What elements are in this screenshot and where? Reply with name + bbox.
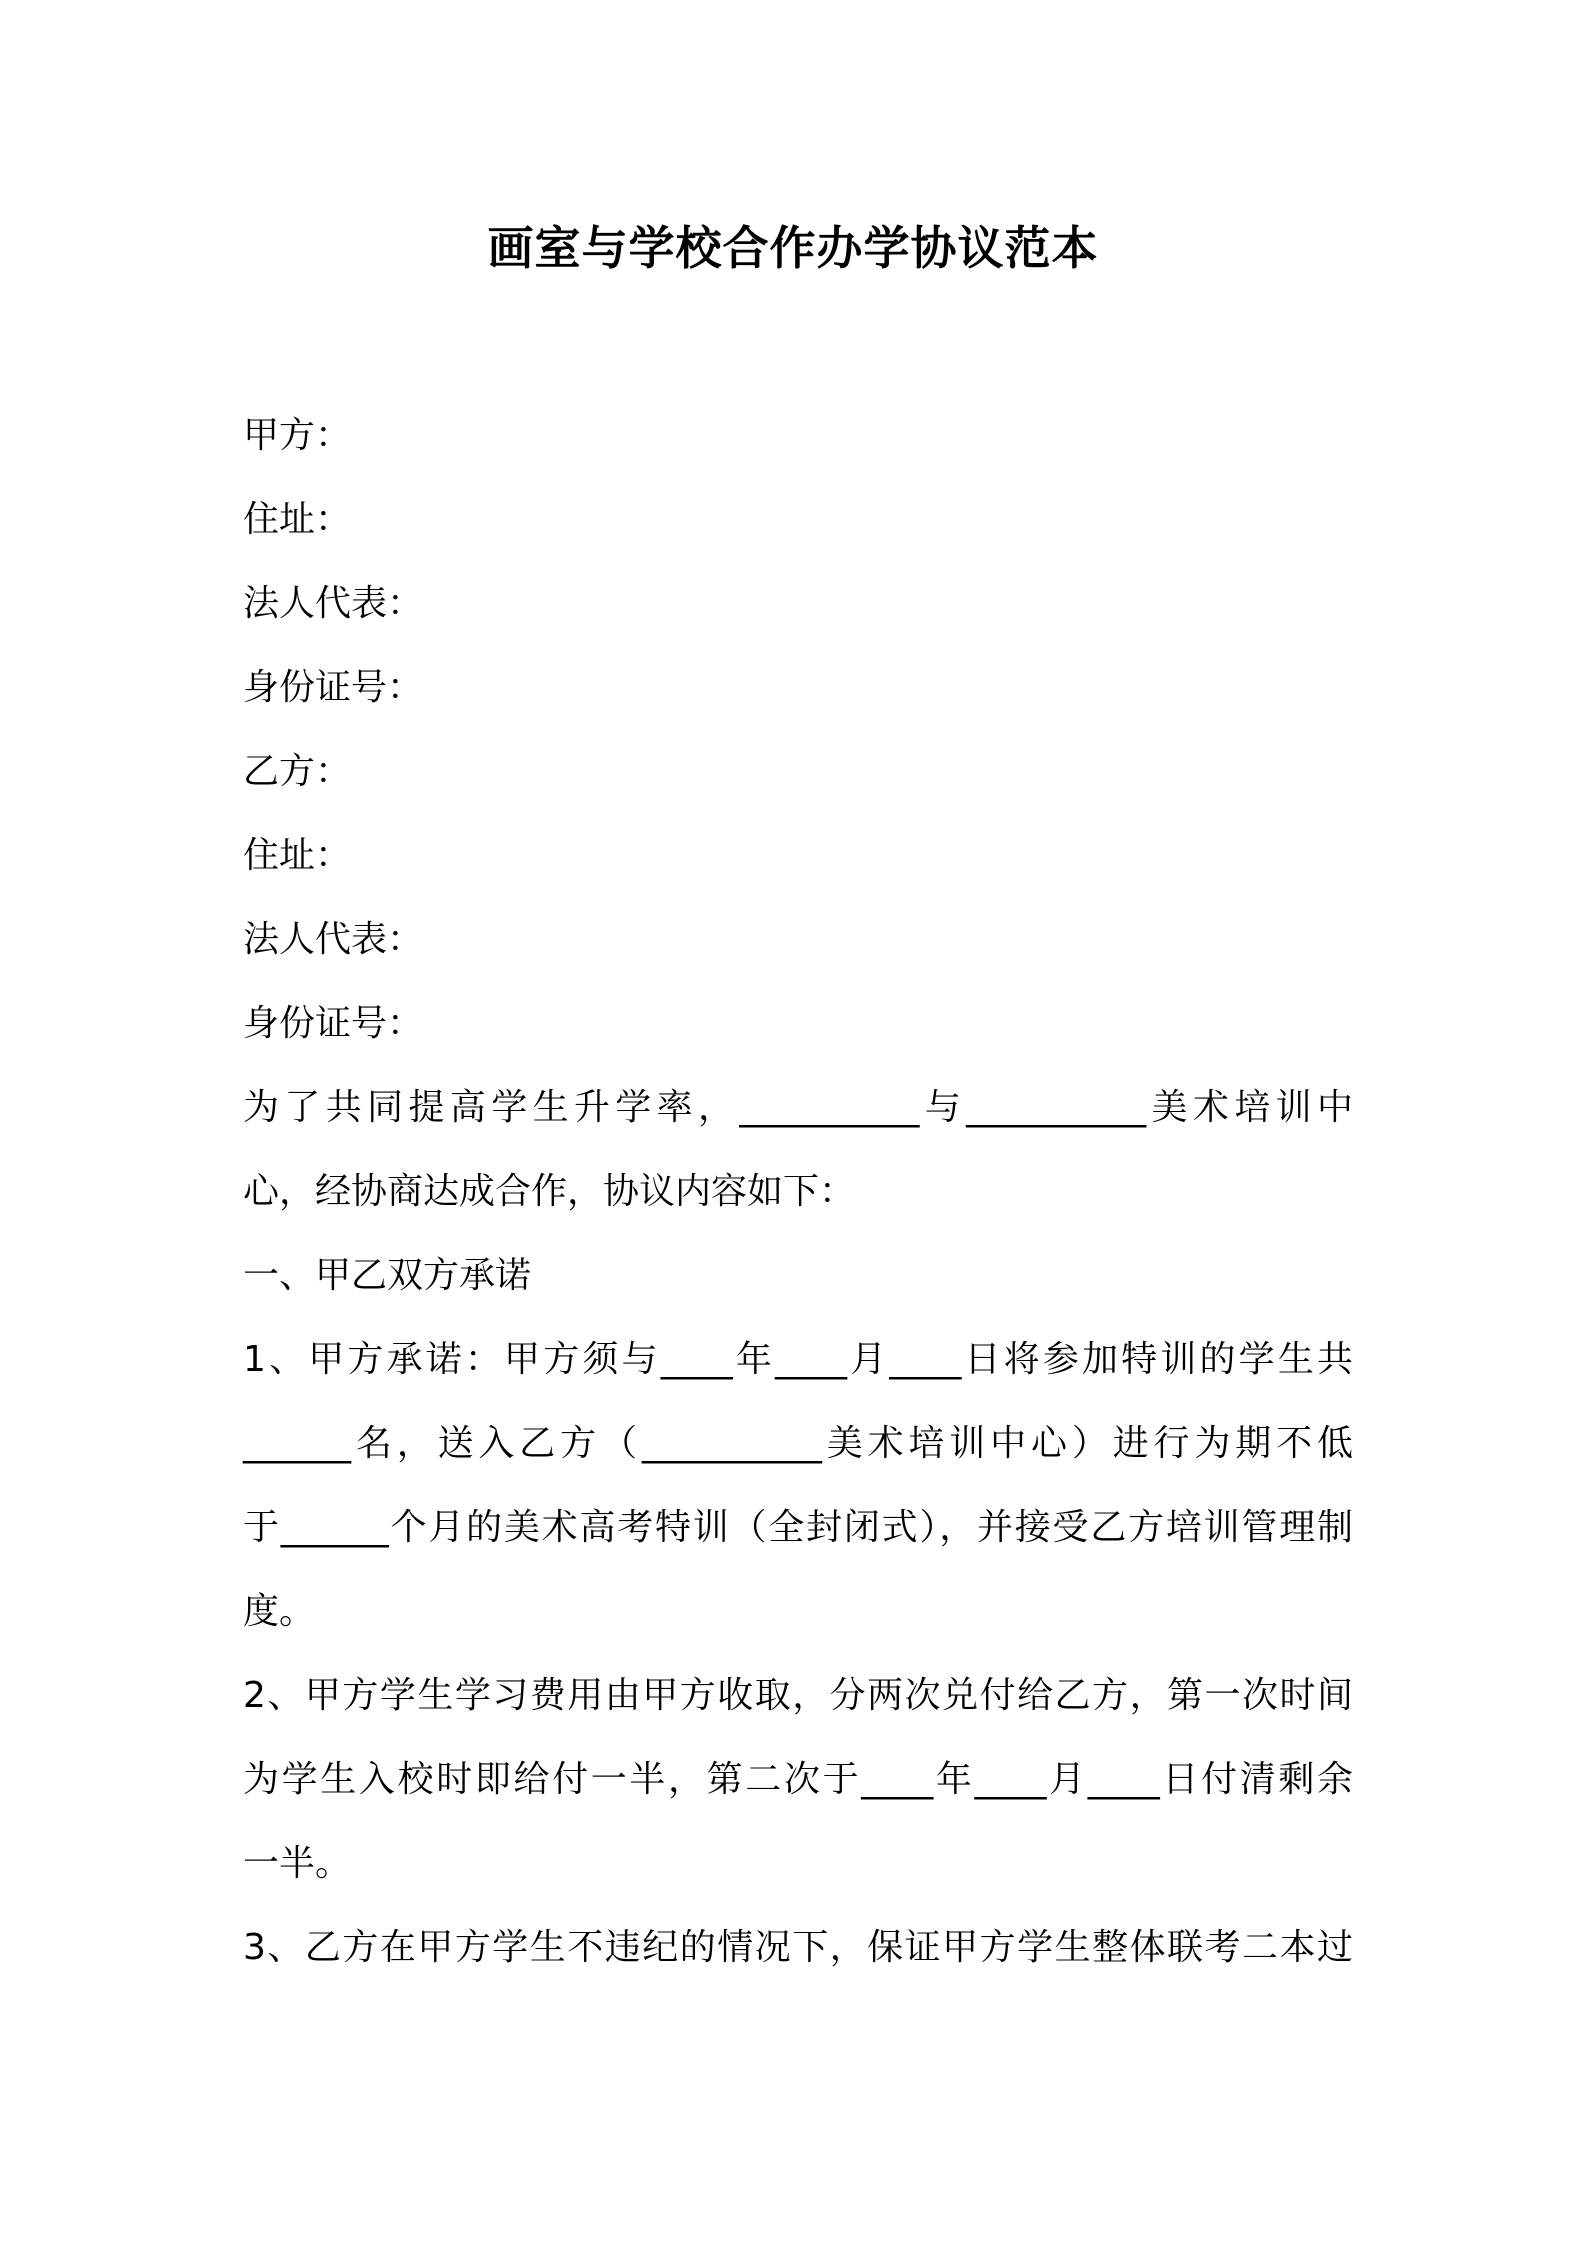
party-b-id-label: 身份证号： [243, 1003, 424, 1044]
party-a-name-label: 甲方： [243, 415, 352, 456]
party-a-id-label: 身份证号： [243, 667, 424, 708]
party-a-address-label: 住址： [243, 499, 352, 540]
body-line: 一半。 [243, 1843, 352, 1884]
party-a-legal-rep-label: 法人代表： [243, 583, 424, 624]
body-line: 心，经协商达成合作，协议内容如下： [243, 1171, 856, 1212]
section-heading: 一、甲乙双方承诺 [243, 1255, 532, 1296]
body-line: 度。 [243, 1591, 316, 1632]
party-b-legal-rep-label: 法人代表： [243, 919, 424, 960]
party-b-address-label: 住址： [243, 835, 352, 876]
party-b-name-label: 乙方： [243, 751, 352, 792]
document-title: 画室与学校合作办学协议范本 [487, 221, 1099, 275]
body-line: ______名，送入乙方（__________美术培训中心）进行为期不低 [243, 1423, 1353, 1464]
body-line: 为了共同提高学生升学率，__________与__________美术培训中 [243, 1087, 1353, 1128]
body-line: 于______个月的美术高考特训（全封闭式），并接受乙方培训管理制 [243, 1507, 1353, 1548]
body-line: 3、乙方在甲方学生不违纪的情况下，保证甲方学生整体联考二本过 [243, 1927, 1353, 1968]
body-line: 1、甲方承诺：甲方须与____年____月____日将参加特训的学生共 [243, 1339, 1353, 1380]
body-line: 2、甲方学生学习费用由甲方收取，分两次兑付给乙方，第一次时间 [243, 1675, 1353, 1716]
body-line: 为学生入校时即给付一半，第二次于____年____月____日付清剩余 [243, 1759, 1353, 1800]
